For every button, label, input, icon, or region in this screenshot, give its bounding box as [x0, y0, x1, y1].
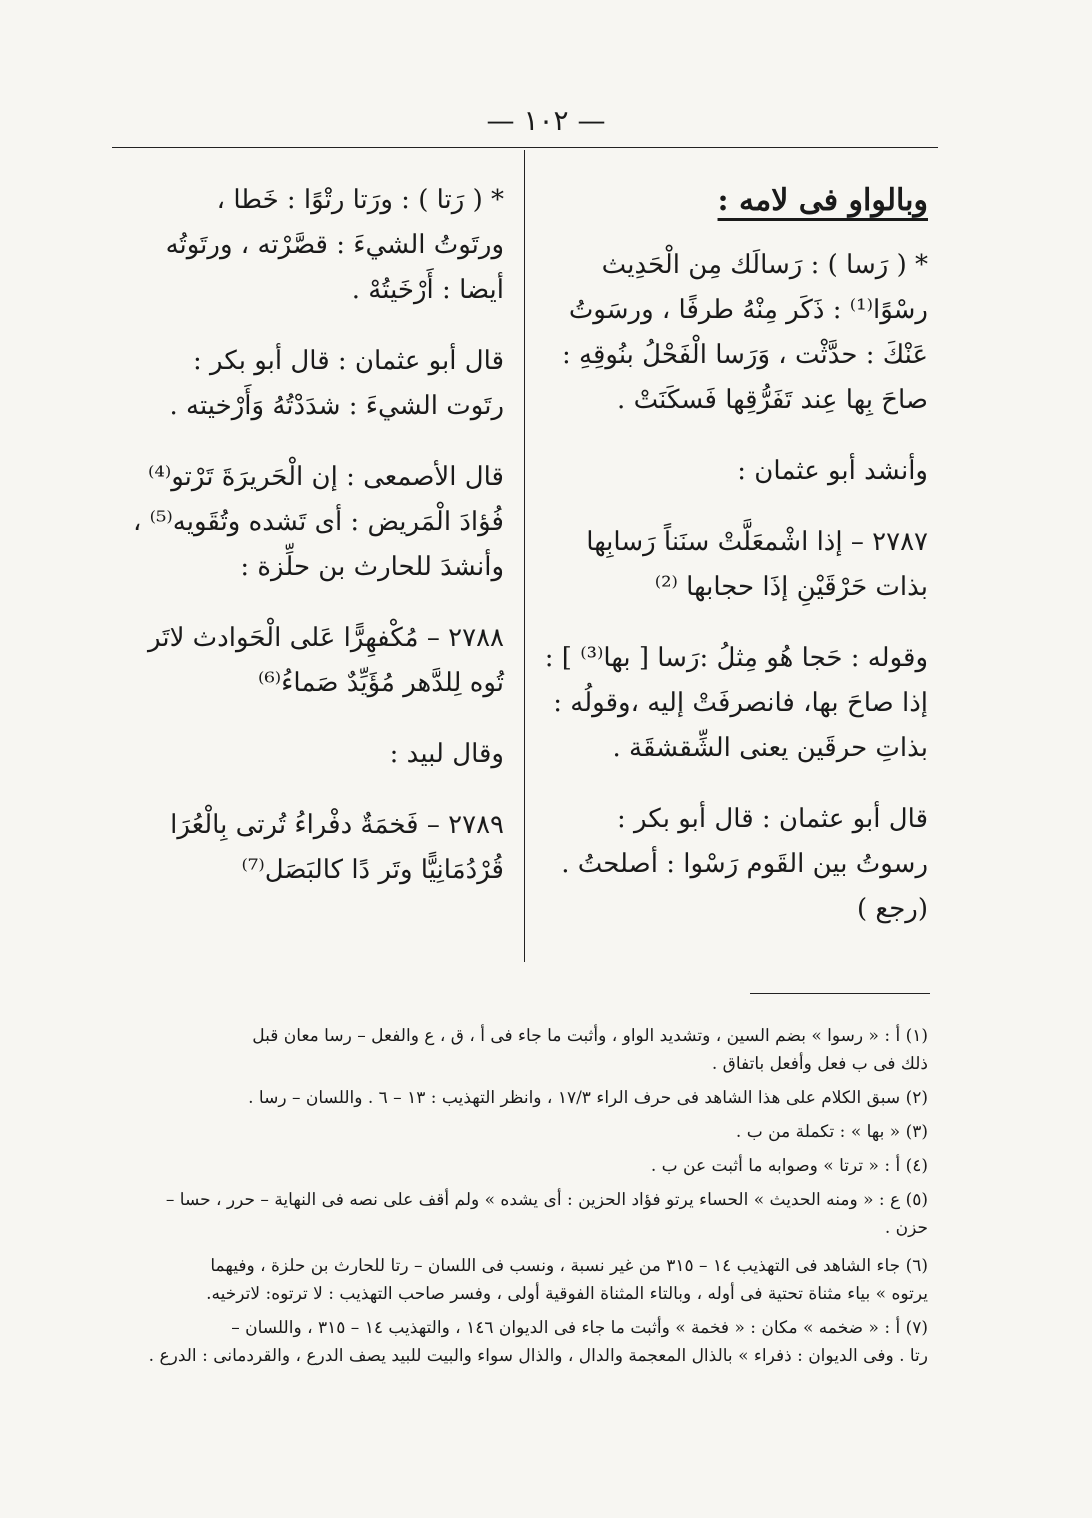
text-line: قُرْدُمَانِيًّا وتَر دًا كالبَصَل⁽⁷⁾ [241, 855, 504, 885]
text-line: وقال لبيد : [389, 739, 504, 769]
footnote [108, 1186, 928, 1242]
right_column-paragraph [544, 636, 928, 771]
text-line: وأنشد أبو عثمان : [737, 456, 928, 486]
right_column-paragraph [548, 520, 928, 610]
text-line: رسوتُ بين القَوم رَسْوا : أصلحتُ . [561, 849, 928, 879]
left_column-paragraph [114, 616, 504, 706]
text-line: تُوه لِلدَّهر مُؤَيِّدٌ صَماءُ⁽⁶⁾ [257, 668, 504, 698]
footnotes [108, 1022, 928, 1376]
right_column-paragraph [548, 243, 928, 423]
footnote [108, 1314, 928, 1370]
text-line: ٢٧٨٧ – إذا اشْمعَلَّتْ سنَناً رَسابِها [586, 527, 928, 557]
footnote [108, 1022, 928, 1078]
footnote-line: (٦) جاء الشاهد فى التهذيب ١٤ – ٣١٥ من غير نسبة ، ونسب فى اللسان – رتا للحارث بن حلزة ، وفيهما [210, 1256, 928, 1276]
header-rule [112, 147, 938, 148]
footnote-line: حزن . [884, 1218, 928, 1238]
right_column-paragraph [548, 797, 928, 932]
text-line: عَنْكَ : حدَّثْت ، وَرَسا الْفَحْلُ بنُوقِهِ : [562, 340, 928, 370]
text-line: وأنشدَ للحارث بن حلِّزة : [240, 552, 504, 582]
text-line: * ( رَتا ) : ورَتا رتْوًا : خَطا ، [216, 185, 504, 215]
section-heading: وبالواو فى لامه : [717, 183, 928, 218]
footnote-line: (٥) ع : « ومنه الحديث » الحساء يرتو فؤاد الحزين : أى يشده » ولم أقف على نصه فى النهاية – حرر ، حسا – [165, 1190, 928, 1210]
left-column [114, 178, 504, 919]
text-line: رتَوت الشيءَ : شدَدْتُهُ وَأَرْخيته . [169, 391, 504, 421]
text-line: * ( رَسا ) : رَسالَك مِن الْحَدِيث [601, 250, 928, 280]
footnote-line: (١) أ : « رسوا » بضم السين ، وتشديد الواو ، وأثبت ما جاء فى أ ، ق ، ع والفعل – رسا معان قبل [252, 1026, 928, 1046]
text-line: بذاتِ حرقَين يعنى الشِّقشقَة . [612, 733, 928, 763]
text-line: قال الأصمعى : إن الْحَريرَةَ تَرْتو⁽⁴⁾ [148, 462, 504, 492]
right-column [544, 178, 928, 958]
footnote-line: (٤) أ : « ترتا » وصوابه ما أثبت عن ب . [650, 1156, 928, 1176]
footnote-line: (٣) « بها » : تكملة من ب . [735, 1122, 928, 1142]
text-line: ورتَوتُ الشيءَ : قصَّرْته ، ورتَوتُه [165, 230, 504, 260]
text-line: رسْوًا⁽¹⁾ : ذَكَر مِنْهُ طرفًا ، ورسَوتُ [568, 295, 928, 325]
text-line: قال أبو عثمان : قال أبو بكر : [193, 346, 504, 376]
text-line: ٢٧٨٩ – فَخمَةٌ دفْراءُ تُرتى بِالْعُرَا [170, 810, 504, 840]
text-line: صاحَ بِها عِند تَفَرُّقِها فَسكَنَتْ . [617, 385, 928, 415]
footnote-line: رتا . وفى الديوان : ذفراء » بالذال المعجمة والدال ، والذال سواء والبيت للبيد يصف الدرع ، والقردمانى : الدرع . [148, 1346, 928, 1366]
footnote [108, 1118, 928, 1146]
text-line: (رجع ) [856, 894, 928, 924]
text-line: إذا صاحَ بها، فانصرفَتْ إليه ،وقولُه : [553, 688, 928, 718]
page-number: — ١٠٢ — [486, 104, 606, 137]
text-line: بذات حَرْقَيْنِ إذَا حجابها ⁽²⁾ [654, 572, 928, 602]
left_column-paragraph [114, 178, 504, 313]
text-line: ٢٧٨٨ – مُكْفهِرًّا عَلى الْحَوادث لاتَر [147, 623, 504, 653]
left_column-paragraph [114, 339, 504, 429]
footnote-line: (٢) سبق الكلام على هذا الشاهد فى حرف الراء ١٧/٣ ، وانظر التهذيب : ١٣ – ٦ . واللسان – رسا . [248, 1088, 928, 1108]
right-column-text [544, 243, 928, 932]
left_column-paragraph [114, 455, 504, 590]
text-line: فُؤادَ الْمَريض : أى تَشده وتُقَويه⁽⁵⁾ ، [132, 507, 504, 537]
text-line: وقوله : حَجا هُو مِثلُ :رَسا [ بها⁽³⁾ ] : [544, 643, 928, 673]
footnote-line: (٧) أ : « ضخمه » مكان : « فخمة » وأثبت ما جاء فى الديوان ١٤٦ ، والتهذيب ١٤ – ٣١٥ ، واللسان – [231, 1318, 928, 1338]
left-column-text [114, 178, 504, 893]
right_column-paragraph [548, 449, 928, 494]
footnote [108, 1084, 928, 1112]
text-line: قال أبو عثمان : قال أبو بكر : [617, 804, 928, 834]
text-line: أيضا : أَرْخَيتُهْ . [351, 275, 504, 305]
footnote-line: يرتوه » بياء مثناة تحتية فى أوله ، وبالتاء المثناة الفوقية أولى ، وفسر صاحب التهذيب : لا ترتوه: لاترخيه. [206, 1284, 928, 1304]
footnote [108, 1152, 928, 1180]
column-divider [524, 150, 525, 962]
footnote-line: ذلك فى ب فعل وأفعل باتفاق . [711, 1054, 928, 1074]
footnote-rule [750, 993, 930, 994]
footnote [108, 1252, 928, 1308]
left_column-paragraph [114, 803, 504, 893]
left_column-paragraph [114, 732, 504, 777]
